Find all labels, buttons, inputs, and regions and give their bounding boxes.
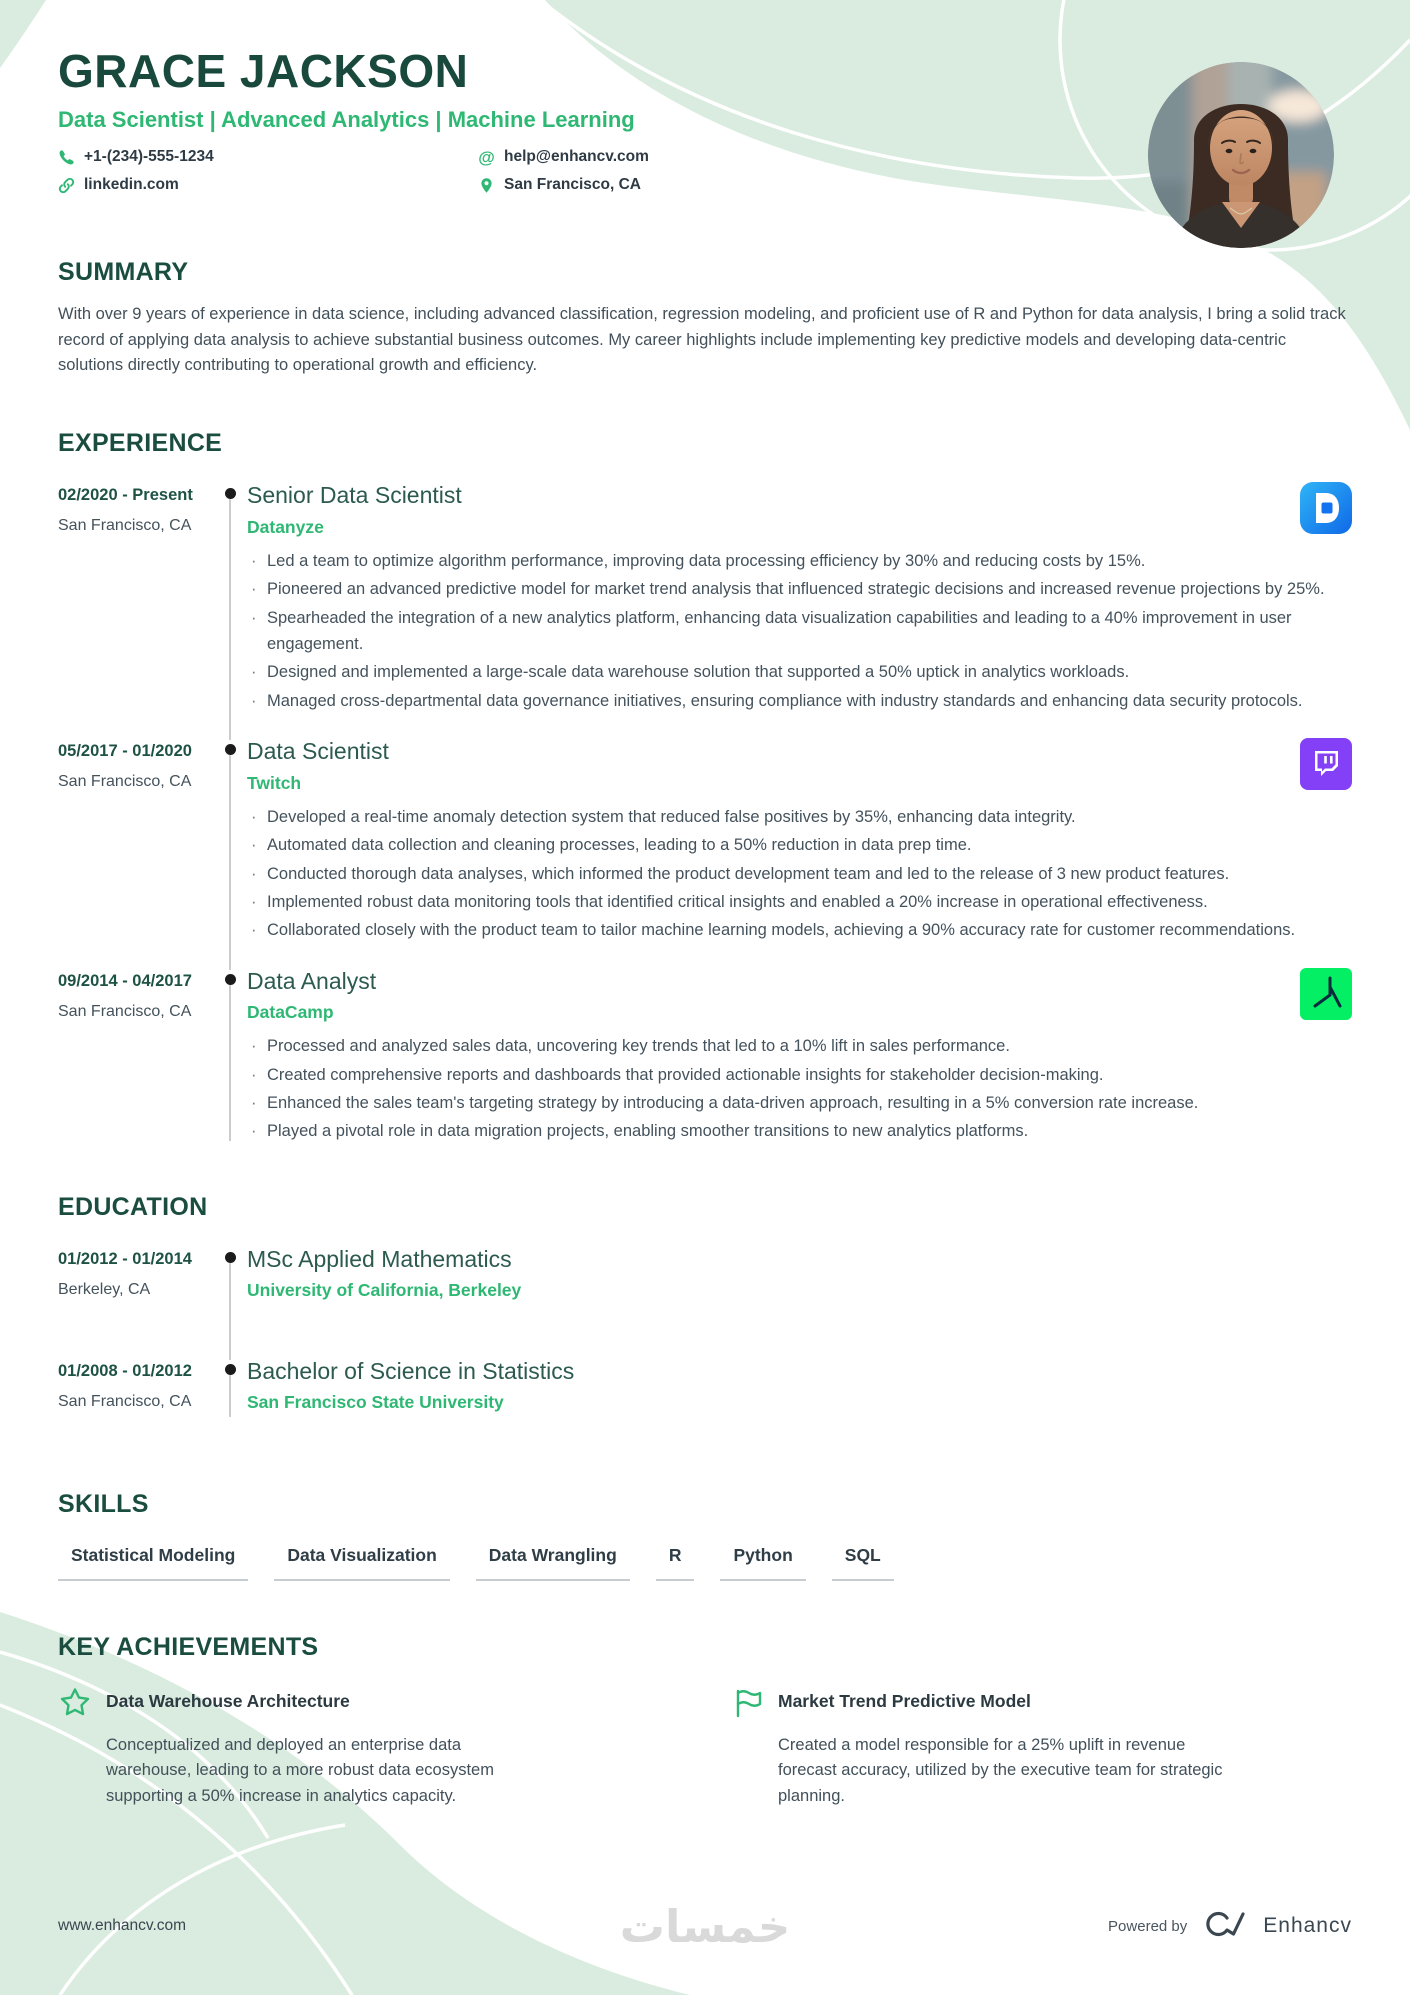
achievement-title: Data Warehouse Architecture bbox=[106, 1690, 350, 1711]
bullet: · Developed a real-time anomaly detection system that reduced false positives by 35%, enhancing data integrity. bbox=[247, 804, 1352, 830]
timeline bbox=[213, 1246, 247, 1334]
experience-heading: EXPERIENCE bbox=[58, 429, 223, 458]
watermark: خمسات bbox=[619, 1899, 791, 1953]
flag-icon bbox=[730, 1686, 764, 1720]
edu-school: San Francisco State University bbox=[247, 1392, 504, 1413]
achievement-list bbox=[58, 1686, 1352, 1810]
summary-heading: SUMMARY bbox=[58, 258, 189, 286]
contact-phone[interactable] bbox=[58, 148, 478, 166]
job-company: Datanyze bbox=[247, 516, 324, 537]
job-company: DataCamp bbox=[247, 1002, 334, 1023]
timeline-dot bbox=[225, 1252, 236, 1263]
job-meta bbox=[58, 738, 213, 944]
job-content bbox=[247, 482, 1352, 714]
edu-school: University of California, Berkeley bbox=[247, 1280, 522, 1301]
job-content bbox=[247, 968, 1352, 1145]
edu-meta bbox=[58, 1358, 213, 1446]
bullet: · Processed and analyzed sales data, uncovering key trends that led to a 10% lift in sales performance. bbox=[247, 1033, 1352, 1059]
edu-dates: 01/2008 - 01/2012 bbox=[58, 1361, 192, 1380]
skill-item: SQL bbox=[832, 1545, 894, 1581]
contact-linkedin[interactable] bbox=[58, 176, 478, 194]
skill-item: Data Visualization bbox=[274, 1545, 449, 1581]
job-meta bbox=[58, 482, 213, 714]
achievement-item bbox=[730, 1686, 1352, 1810]
timeline-line bbox=[229, 499, 231, 740]
bullet: · Led a team to optimize algorithm performance, improving data processing efficiency by 30% and reducing costs by 15%. bbox=[247, 548, 1352, 574]
summary-section bbox=[58, 258, 1352, 379]
contact-email[interactable] bbox=[478, 148, 838, 166]
person-name: GRACE JACKSON bbox=[58, 45, 469, 97]
skill-item: Python bbox=[720, 1545, 805, 1581]
twitch-logo bbox=[1300, 738, 1352, 790]
experience-section bbox=[58, 429, 1352, 1145]
summary-text: With over 9 years of experience in data science, including advanced classification, regression modeling, and proficient use of R and Python for data analysis, I bring a solid track record of applying data analysis to achieve substantial business outcomes. My career highlights include implementing key predictive models and developing data-centric solutions directly contributing to operational growth and efficiency. bbox=[58, 305, 1346, 375]
achievement-text: Conceptualized and deployed an enterprise data warehouse, leading to a more robust data ecosystem supporting a 50% increase in analytics capacity. bbox=[106, 1735, 494, 1805]
skill-item: R bbox=[656, 1545, 695, 1581]
contact-email-text: help@enhancv.com bbox=[504, 148, 649, 165]
education-heading: EDUCATION bbox=[58, 1192, 208, 1221]
job-content bbox=[247, 738, 1352, 944]
timeline bbox=[213, 738, 247, 944]
job-title: Senior Data Scientist bbox=[247, 482, 462, 509]
edu-content bbox=[247, 1246, 1352, 1334]
timeline bbox=[213, 1358, 247, 1446]
enhancv-logo-icon bbox=[1200, 1909, 1250, 1944]
experience-entry bbox=[58, 738, 1352, 944]
bullet: · Automated data collection and cleaning processes, leading to a 50% reduction in data prep time. bbox=[247, 832, 1352, 858]
star-icon bbox=[58, 1686, 92, 1720]
datanyze-logo bbox=[1300, 482, 1352, 534]
achievement-title: Market Trend Predictive Model bbox=[778, 1690, 1031, 1711]
job-meta bbox=[58, 968, 213, 1145]
bullet: · Designed and implemented a large-scale data warehouse solution that supported a 50% uptick in analytics workloads. bbox=[247, 659, 1352, 685]
skills-heading: SKILLS bbox=[58, 1489, 149, 1518]
achievements-heading: KEY ACHIEVEMENTS bbox=[58, 1632, 319, 1661]
email-icon: @ bbox=[478, 147, 495, 167]
job-title: Data Scientist bbox=[247, 738, 389, 765]
job-dates: 09/2014 - 04/2017 bbox=[58, 971, 192, 990]
timeline-line bbox=[229, 985, 231, 1141]
job-company: Twitch bbox=[247, 772, 302, 793]
timeline-dot bbox=[225, 974, 236, 985]
education-entry bbox=[58, 1358, 1352, 1446]
achievement-item bbox=[58, 1686, 730, 1810]
edu-location: San Francisco, CA bbox=[58, 1392, 192, 1410]
location-icon bbox=[478, 177, 495, 194]
footer bbox=[58, 1898, 1352, 1954]
edu-meta bbox=[58, 1246, 213, 1334]
person-title: Data Scientist | Advanced Analytics | Machine Learning bbox=[58, 107, 635, 132]
skill-item: Data Wrangling bbox=[476, 1545, 630, 1581]
bullet: · Collaborated closely with the product team to tailor machine learning models, achieving a 90% accuracy rate for customer recommendations. bbox=[247, 917, 1352, 943]
job-title: Data Analyst bbox=[247, 967, 377, 994]
timeline bbox=[213, 482, 247, 714]
footer-website-link[interactable]: www.enhancv.com bbox=[58, 1917, 187, 1934]
skills-section bbox=[58, 1490, 1352, 1581]
job-location: San Francisco, CA bbox=[58, 517, 192, 535]
powered-by-label: Powered by bbox=[1108, 1917, 1188, 1935]
bullet: · Pioneered an advanced predictive model for market trend analysis that influenced strategic decisions and increased revenue projections by 25%. bbox=[247, 576, 1352, 602]
bullet: · Implemented robust data monitoring tools that identified critical insights and enabled a 20% increase in operational effectiveness. bbox=[247, 889, 1352, 915]
job-bullets bbox=[247, 548, 1352, 714]
edu-degree: Bachelor of Science in Statistics bbox=[247, 1357, 575, 1384]
bullet: · Conducted thorough data analyses, which informed the product development team and led to the release of 3 new product features. bbox=[247, 861, 1352, 887]
powered-by-group[interactable] bbox=[1108, 1909, 1352, 1944]
job-dates: 02/2020 - Present bbox=[58, 486, 193, 505]
contact-list bbox=[58, 148, 838, 194]
timeline-line bbox=[229, 1263, 231, 1360]
contact-phone-text: +1-(234)-555-1234 bbox=[84, 148, 214, 165]
contact-linkedin-text: linkedin.com bbox=[84, 176, 179, 193]
timeline-line bbox=[229, 755, 231, 970]
edu-content bbox=[247, 1358, 1352, 1446]
job-dates: 05/2017 - 01/2020 bbox=[58, 742, 192, 761]
bullet: · Played a pivotal role in data migration projects, enabling smoother transitions to new analytics platforms. bbox=[247, 1118, 1352, 1144]
timeline-dot bbox=[225, 744, 236, 755]
job-bullets bbox=[247, 1033, 1352, 1145]
bullet: · Enhanced the sales team's targeting strategy by introducing a data-driven approach, resulting in a 5% conversion rate increase. bbox=[247, 1090, 1352, 1116]
bullet: · Created comprehensive reports and dashboards that provided actionable insights for stakeholder decision-making. bbox=[247, 1062, 1352, 1088]
timeline-dot bbox=[225, 1364, 236, 1375]
contact-location bbox=[478, 176, 838, 194]
bullet: · Managed cross-departmental data governance initiatives, ensuring compliance with industry standards and enhancing data security protocols. bbox=[247, 688, 1352, 714]
experience-entry bbox=[58, 968, 1352, 1145]
achievement-text: Created a model responsible for a 25% uplift in revenue forecast accuracy, utilized by the executive team for strategic planning. bbox=[778, 1735, 1223, 1805]
education-section bbox=[58, 1193, 1352, 1446]
timeline bbox=[213, 968, 247, 1145]
job-location: San Francisco, CA bbox=[58, 773, 192, 791]
timeline-dot bbox=[225, 488, 236, 499]
enhancv-brand-text: Enhancv bbox=[1263, 1914, 1352, 1937]
profile-photo bbox=[1148, 62, 1334, 248]
education-entry bbox=[58, 1246, 1352, 1334]
edu-location: Berkeley, CA bbox=[58, 1280, 151, 1298]
timeline-line bbox=[229, 1375, 231, 1417]
edu-degree: MSc Applied Mathematics bbox=[247, 1245, 512, 1272]
bullet: · Spearheaded the integration of a new analytics platform, enhancing data visualization capabilities and leading to a 40% improvement in user engagement. bbox=[247, 605, 1352, 658]
link-icon bbox=[58, 177, 75, 194]
skill-list bbox=[58, 1545, 1352, 1581]
contact-location-text: San Francisco, CA bbox=[504, 176, 641, 193]
job-bullets bbox=[247, 804, 1352, 944]
achievements-section bbox=[58, 1633, 1352, 1810]
datacamp-logo bbox=[1300, 968, 1352, 1020]
edu-dates: 01/2012 - 01/2014 bbox=[58, 1249, 192, 1268]
experience-entry bbox=[58, 482, 1352, 714]
job-location: San Francisco, CA bbox=[58, 1002, 192, 1020]
phone-icon bbox=[58, 149, 75, 166]
skill-item: Statistical Modeling bbox=[58, 1545, 248, 1581]
